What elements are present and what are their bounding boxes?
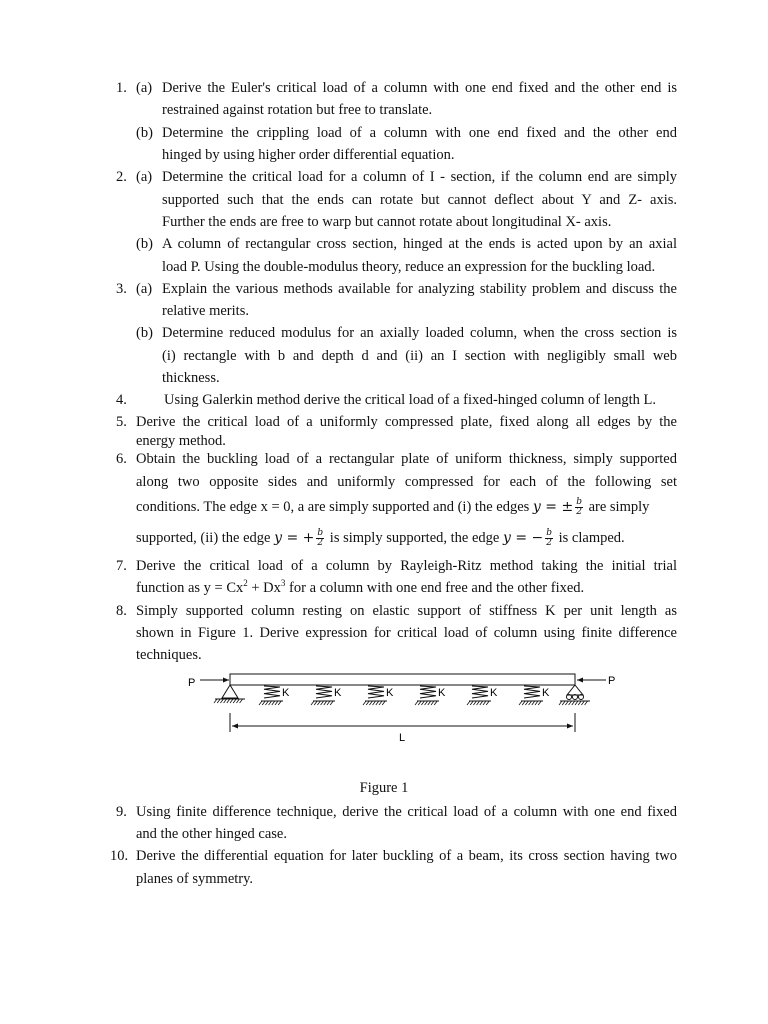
q7-line1: Derive the critical load of a column by Rayleigh-Ritz method taking the initial trial [136,558,677,574]
spring-6 [519,686,550,705]
q3a-line1: Explain the various methods available for analyzing stability problem and discuss the [162,281,677,297]
right-roller-support [567,685,583,695]
spring-5 [467,686,498,705]
q9-line1: Using finite difference technique, derive the critical load of a column with one end fixed [136,804,677,820]
q1a-line2: restrained against rotation but free to translate. [162,102,433,118]
q6-math-y-plus: y = + [274,530,315,546]
spring-label-4: K [438,687,446,699]
q4-number: 4. [116,392,127,408]
spring-3 [363,686,394,705]
q2a-line1: Determine the critical load for a column of I - section, if the column end are simply [162,169,677,185]
q3b-label: (b) [136,325,153,341]
q6-math-y-pm: y = ± [532,499,574,515]
q6-line1: Obtain the buckling load of a rectangular plate of uniform thickness, simply supported [136,451,677,467]
q6-fraction-b-over-2-second: $\frac{b}{2}$ [317,528,324,549]
q2-number: 2. [116,169,127,185]
q7-line2-text: function as y = Cx [136,580,244,596]
q5-number: 5. [116,414,127,430]
q7-line2-end: for a column with one end free and the other fixed. [285,580,585,596]
elastic-springs [214,686,588,705]
q7-line2-mid: + Dx [247,580,281,596]
q6-line4-mid: is simply supported, the edge [329,530,500,546]
q7-number: 7. [116,558,127,574]
q3-number: 3. [116,281,127,297]
load-left-arrowhead [223,678,229,683]
q5-line1: Derive the critical load of a uniformly compressed plate, fixed along all edges by the [136,414,677,430]
q2b-line1: A column of rectangular cross section, hinged at the ends is acted upon by an axial [162,236,677,252]
q1b-line1: Determine the crippling load of a column with one end fixed and the other end [162,125,677,141]
spring-label-1: K [282,687,290,699]
q1a-line1: Derive the Euler's critical load of a column with one end fixed and the other end is [162,80,677,96]
q1b-label: (b) [136,125,153,141]
q1-number: 1. [116,80,127,96]
q3a-line2: relative merits. [162,303,249,319]
q6-line3-text: conditions. The edge x = 0, a are simply supported and (i) the edges [136,499,530,515]
q6-line4-end: is clamped. [558,530,625,546]
q10-number: 10. [110,848,129,864]
q3a-label: (a) [136,281,153,297]
q10-line2: planes of symmetry. [136,871,254,887]
q2a-label: (a) [136,169,153,185]
q6-line3 [136,497,677,517]
q1a-label: (a) [136,80,153,96]
q8-line1: Simply supported column resting on elastic support of stiffness K per unit length as [136,603,677,619]
q5-line2: energy method. [136,433,226,449]
figure-1-beam-diagram [180,668,616,748]
figure-caption: Figure 1 [359,780,409,796]
q1b-line2: hinged by using higher order differential equation. [162,147,455,163]
spring-4 [415,686,446,705]
q3b-line1: Determine reduced modulus for an axially loaded column, when the cross section is [162,325,677,341]
load-right-arrowhead [577,678,583,683]
q6-fraction-b-over-2-third: $\frac{b}{2}$ [546,528,553,549]
q2b-label: (b) [136,236,153,252]
q6-line2: along two opposite sides and uniformly compressed for each of the following set [136,474,677,490]
left-pin-support [222,685,238,698]
q6-number: 6. [116,451,127,467]
spring-1 [259,686,290,705]
q2a-line3: Further the ends are free to warp but cannot rotate about longitudinal X- axis. [162,214,612,230]
q9-line2: and the other hinged case. [136,826,287,842]
spring-label-2: K [334,687,342,699]
q6-line4-text: supported, (ii) the edge [136,530,271,546]
spring-label-6: K [542,687,550,699]
q6-math-y-minus: y = − [502,530,544,546]
length-label: L [399,732,406,744]
q7-line2 [136,578,584,598]
q8-line3: techniques. [136,647,202,663]
q2b-line2: load P. Using the double-modulus theory, reduce an expression for the buckling load. [162,259,656,275]
q6-fraction-b-over-2: $\frac{b}{2}$ [576,497,582,518]
q3b-line2: (i) rectangle with b and depth d and (ii) an I section with negligibly small web [162,348,677,364]
beam [230,674,575,685]
load-right-label: P [608,675,616,687]
load-left-label: P [188,677,196,689]
q6-line3-end: are simply [588,499,650,515]
q7-exponent-3: 3 [280,578,286,588]
q6-line4 [136,528,625,548]
q7-exponent-2: 2 [243,578,248,588]
q8-number: 8. [116,603,127,619]
spring-label-5: K [490,687,498,699]
q4-text: Using Galerkin method derive the critical load of a fixed-hinged column of length L. [164,392,657,408]
spring-label-3: K [386,687,394,699]
q9-number: 9. [116,804,127,820]
q10-line1: Derive the differential equation for later buckling of a beam, its cross section having two [136,848,677,864]
q3b-line3: thickness. [162,370,220,386]
q2a-line2: supported such that the ends can rotate but cannot deflect about Y and Z- axis. [162,192,677,208]
q8-line2: shown in Figure 1. Derive expression for critical load of column using finite difference [136,625,677,641]
spring-2 [311,686,342,705]
